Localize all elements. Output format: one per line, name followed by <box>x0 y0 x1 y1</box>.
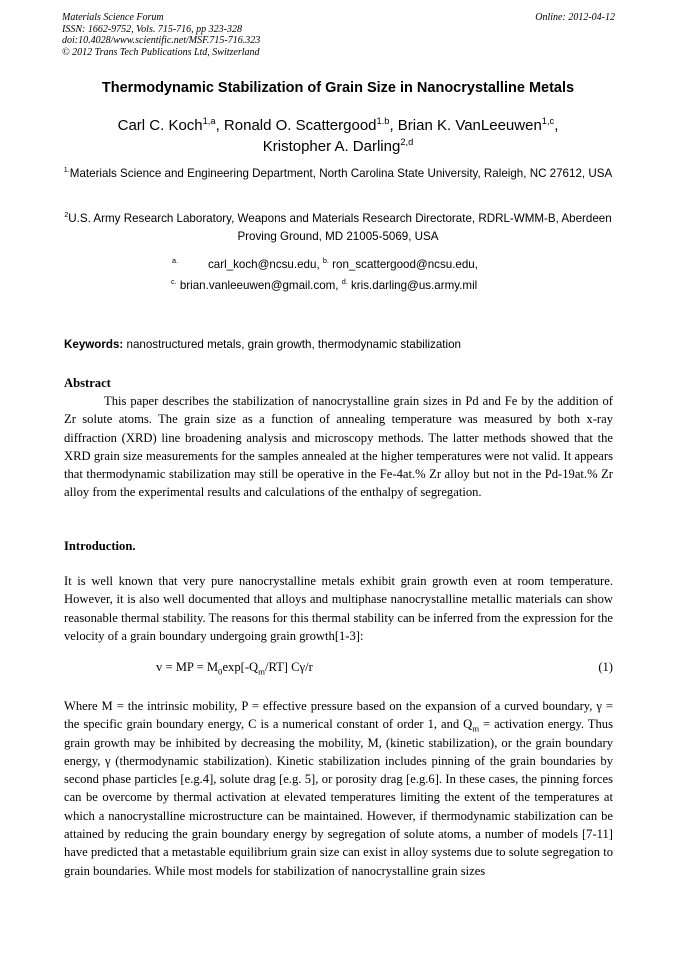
affiliation-1 <box>62 165 614 183</box>
author-separator: , <box>554 117 559 134</box>
introduction-paragraph-2 <box>64 697 613 880</box>
affiliation-2 <box>62 210 614 246</box>
email-link[interactable]: ron_scattergood@ncsu.edu, <box>332 258 478 271</box>
author-affiliation-mark: 2,d <box>400 137 414 147</box>
author-name: Kristopher A. Darling <box>262 138 401 155</box>
issn-line: ISSN: 1662-9752, Vols. 715-716, pp 323-328 <box>62 23 242 35</box>
author-name: Ronald O. Scattergood <box>223 117 377 134</box>
journal-name: Materials Science Forum <box>62 12 164 23</box>
email-line-2 <box>171 277 477 295</box>
paragraph-text: = activation energy. Thus grain growth may be inhibited by decreasing the mobility, M, (kinetic stabilization), or the grain boundary energy, γ (thermodynamic stabilization). Kinetic stabilization includes pinning of the grain boundaries by second phase particles [e.g.4], solute drag [e.g. 5], or porosity drag [e.g.6]. In these cases, the pinning forces can be overcome by thermal activation at elevated temperatures limiting the extent of the temperatures at which a nanocrystalline microstructure can be maintained. However, if thermodynamic stabilization can be attained by reducing the grain boundary energy by segregation of solute atoms, a number of models [7-11] have predicted that a metastable equilibrium grain size can exist in alloy systems due to solute segregation to grain boundaries. While most models for stabilization of nanocrystalline grain sizes <box>64 717 613 878</box>
affiliation-text: Materials Science and Engineering Department, North Carolina State University, Raleigh, NC 27612, USA <box>69 167 613 180</box>
abstract-heading: Abstract <box>64 376 111 390</box>
abstract-text: This paper describes the stabilization of nanocrystalline grain sizes in Pd and Fe by the addition of Zr solute atoms. The grain size as a function of annealing temperature was measured by both x-ray diffraction (XRD) line broadening analysis and microscopy methods. The latter methods showed that the XRD grain size measurements for the samples annealed at the higher temperatures were not valid. It appears that thermodynamic stabilization may still be operative in the Fe-4at.% Zr alloy but not in the Pd-19at.% Zr alloy from the experimental results and calculations of the enthalpy of segregation. <box>64 394 613 500</box>
paragraph-subscript: m <box>472 723 480 734</box>
keywords <box>64 338 461 351</box>
email-link[interactable]: kris.darling@us.army.mil <box>351 279 478 292</box>
online-date: Online: 2012-04-12 <box>535 12 615 23</box>
journal-header <box>62 12 260 58</box>
author-name: Carl C. Koch <box>117 117 203 134</box>
email-link[interactable]: brian.vanleeuwen@gmail.com, <box>179 279 339 292</box>
email-link[interactable]: carl_koch@ncsu.edu, <box>208 258 320 271</box>
email-mark: b. <box>322 256 329 266</box>
affiliation-mark: 1. <box>63 165 70 175</box>
email-mark: a. <box>172 256 178 266</box>
author-affiliation-mark: 1.b <box>376 116 390 126</box>
equation-expression <box>156 660 313 675</box>
equation-rest: /RT] Cγ/r <box>264 660 313 674</box>
introduction-heading: Introduction. <box>64 539 136 553</box>
abstract-body <box>64 392 613 502</box>
author-separator: , <box>389 117 398 134</box>
email-mark: c. <box>171 277 177 287</box>
copyright-line: © 2012 Trans Tech Publications Ltd, Switzerland <box>62 46 260 58</box>
affiliation-text: U.S. Army Research Laboratory, Weapons and Materials Research Directorate, RDRL-WMM-B, Aberdeen Proving Ground, MD 21005-5069, USA <box>68 212 612 243</box>
doi-line: doi:10.4028/www.scientific.net/MSF.715-716.323 <box>62 35 261 46</box>
affiliation-mark: 2 <box>64 210 69 220</box>
equation-lhs: v = MP = M <box>156 660 219 674</box>
keywords-label: Keywords: <box>64 338 124 351</box>
author-affiliation-mark: 1,a <box>202 116 216 126</box>
paper-title: Thermodynamic Stabilization of Grain Size in Nanocrystalline Metals <box>101 80 575 96</box>
keywords-text: nanostructured metals, grain growth, thermodynamic stabilization <box>126 338 461 351</box>
author-list <box>62 115 614 157</box>
author-affiliation-mark: 1,c <box>541 116 555 126</box>
author-separator: , <box>215 117 224 134</box>
equation-subscript: 0 <box>218 666 223 677</box>
author-name: Brian K. VanLeeuwen <box>397 117 542 134</box>
paragraph-text: Where M = the intrinsic mobility, P = effective pressure based on the expansion of a curved boundary, γ = the specific grain boundary energy, C is a numerical constant of order 1, and Q <box>64 699 613 732</box>
equation-number: (1) <box>598 660 613 674</box>
introduction-paragraph-1: It is well known that very pure nanocrystalline metals exhibit grain growth even at room temperature. However, it is also well documented that alloys and multiphase nanocrystalline metallic materials can show reasonable thermal stability. The reasons for this thermal stability can be inferred from the expression for the velocity of a grain boundary undergoing grain growth[1-3]: <box>64 574 613 643</box>
equation-exp: exp[-Q <box>222 660 259 674</box>
email-line-1 <box>172 256 478 274</box>
equation-subscript: m <box>258 666 265 677</box>
email-mark: d. <box>341 277 348 287</box>
